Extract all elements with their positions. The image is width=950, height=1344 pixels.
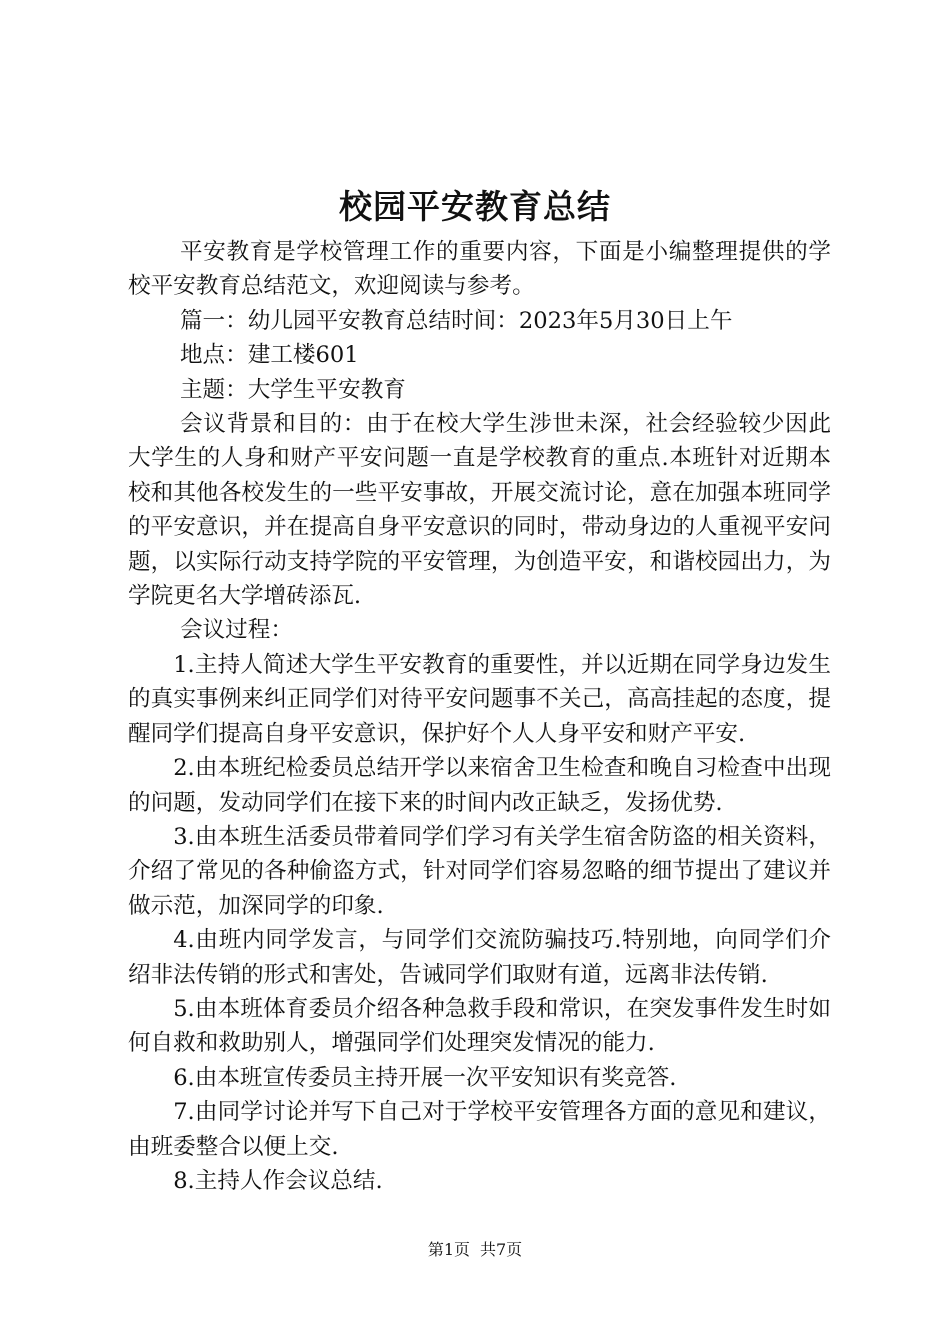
document-body xyxy=(128,235,831,1198)
document-title: 校园平安教育总结 xyxy=(339,187,611,226)
process-item: 4.由班内同学发言，与同学们交流防骗技巧.特别地，向同学们介绍非法传销的形式和害处，告诫同学们取财有道，远离非法传销. xyxy=(128,927,831,988)
process-item: 2.由本班纪检委员总结开学以来宿舍卫生检查和晚自习检查中出现的问题，发动同学们在接下来的时间内改正缺乏，发扬优势. xyxy=(128,755,831,816)
topic-line: 主题：大学生平安教育 xyxy=(179,376,406,403)
background-paragraph: 会议背景和目的：由于在校大学生涉世未深，社会经验较少因此大学生的人身和财产平安问题一直是学校教育的重点.本班针对近期本校和其他各校发生的一些平安事故，开展交流讨论，意在加强本班同学的平安意识，并在提高自身平安意识的同时，带动身边的人重视平安问题，以实际行动支持学院的平安管理，为创造平安，和谐校园出力，为学院更名大学增砖添瓦. xyxy=(128,411,831,610)
process-heading: 会议过程： xyxy=(179,617,293,644)
process-item: 5.由本班体育委员介绍各种急救手段和常识，在突发事件发生时如何自救和救助别人，增强同学们处理突发情况的能力. xyxy=(128,995,831,1057)
intro-paragraph: 平安教育是学校管理工作的重要内容，下面是小编整理提供的学校平安教育总结范文，欢迎阅读与参考。 xyxy=(128,239,831,300)
process-item: 3.由本班生活委员带着同学们学习有关学生宿舍防盗的相关资料，介绍了常见的各种偷盗方式，针对同学们容易忽略的细节提出了建议并做示范，加深同学的印象. xyxy=(128,823,831,919)
page-total: 共7页 xyxy=(480,1240,523,1259)
page-number: 第1页 xyxy=(427,1240,470,1259)
location-line: 地点：建工楼601 xyxy=(179,342,359,369)
process-item: 1.主持人简述大学生平安教育的重要性，并以近期在同学身边发生的真实事例来纠正同学们对待平安问题事不关己，高高挂起的态度，提醒同学们提高自身平安意识，保护好个人人身平安和财产平安. xyxy=(128,651,831,747)
article-heading-line: 篇一：幼儿园平安教育总结时间：2023年5月30日上午 xyxy=(179,307,733,334)
process-item: 7.由同学讨论并写下自己对于学校平安管理各方面的意见和建议，由班委整合以便上交. xyxy=(128,1099,831,1160)
process-item: 6.由本班宣传委员主持开展一次平安知识有奖竞答. xyxy=(173,1064,677,1091)
page-footer xyxy=(0,1239,950,1261)
process-item: 8.主持人作会议总结. xyxy=(173,1167,383,1194)
